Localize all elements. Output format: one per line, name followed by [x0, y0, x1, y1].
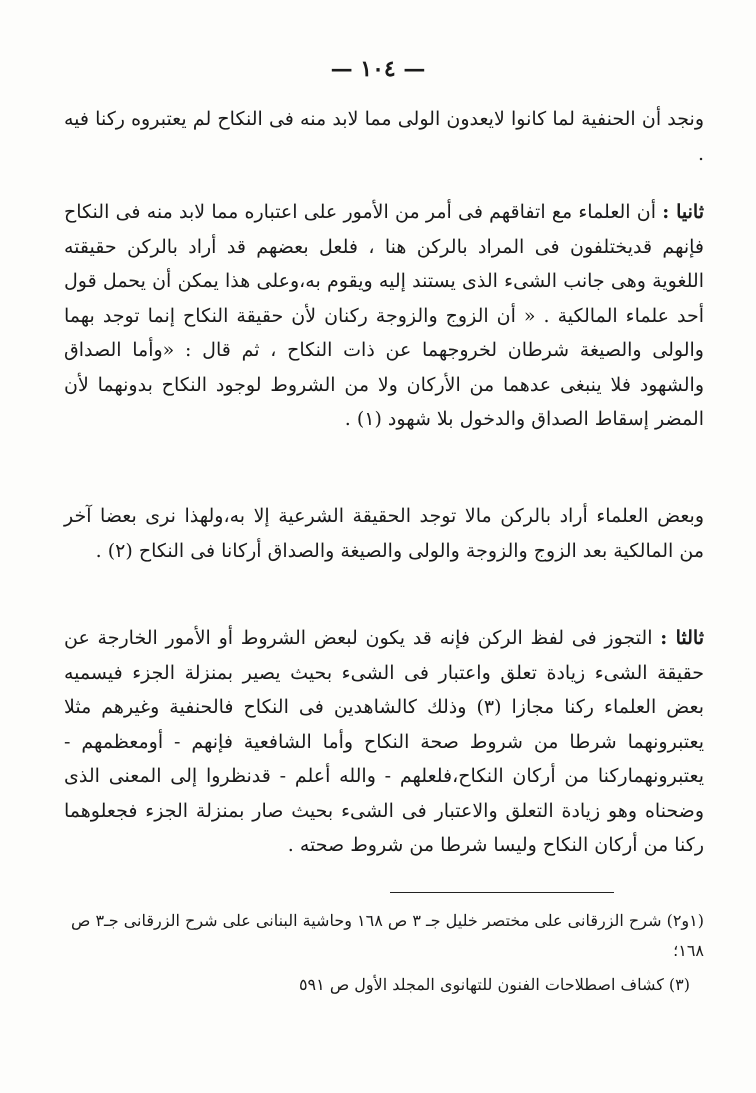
paragraph-1-text: ونجد أن الحنفية لما كانوا لايعدون الولى مما لابد منه فى النكاح لم يعتبروه ركنا فيه . — [64, 108, 704, 165]
paragraph-2-text: أن العلماء مع اتفاقهم فى أمر من الأمور على اعتباره مما لابد منه فى النكاح فإنهم قديختلفون فى المراد بالركن هنا ، فلعل بعضهم قد أراد بالركن حقيقته اللغوية وهى جانب الشىء الذى يستند إليه ويقوم به،وعلى هذا يمكن أن يحمل قول أحد علماء المالكية . « أن الزوج والزوجة ركنان لأن حقيقة النكاح إنما توجد بهما والولى والصيغة شرطان لخروجهما عن ذات النكاح ، ثم قال : «وأما الصداق والشهود فلا ينبغى عدهما من الأركان ولا من الشروط لوجود النكاح بدونهما لأن المضر إسقاط الصداق والدخول بلا شهود (١) . — [64, 201, 704, 430]
paragraph-3-text: وبعض العلماء أراد بالركن مالا توجد الحقيقة الشرعية إلا به،ولهذا نرى بعضا آخر من المالكية بعد الزوج والزوجة والولى والصيغة والصداق أركانا فى النكاح (٢) . — [64, 505, 704, 562]
paragraph-2-lead: ثانيا : — [662, 201, 704, 223]
footnote-separator — [390, 892, 614, 893]
paragraph-3 — [64, 499, 704, 568]
footnote-2: (٣) كشاف اصطلاحات الفنون للتهانوى المجلد الأول ص ٥٩١ — [298, 975, 690, 994]
paragraph-4-lead: ثالثا : — [660, 627, 704, 649]
footnote-1: (١و٢) شرح الزرقانى على مختصر خليل جـ ٣ ص ١٦٨ وحاشية البنانى على شرح الزرقانى جـ٣ ص ١٦٨؛ — [71, 911, 704, 960]
paragraph-4 — [64, 621, 704, 863]
page-number: — ١٠٤ — — [330, 56, 426, 82]
paragraph-2 — [64, 195, 704, 437]
paragraph-1 — [64, 102, 704, 171]
paragraph-4-text: التجوز فى لفظ الركن فإنه قد يكون لبعض الشروط أو الأمور الخارجة عن حقيقة الشىء زيادة تعلق واعتبار فى الشىء بحيث يصير بمنزلة الجزء فيسميه بعض العلماء ركنا مجازا (٣) وذلك كالشاهدين فى النكاح فالحنفية وغيرهم مثلا يعتبرونهما شرطا من شروط صحة النكاح وأما الشافعية فإنهم - أومعظمهم - يعتبرونهماركنا من أركان النكاح،فلعلهم - والله أعلم - قدنظروا إلى المعنى الذى وضحناه وهو زيادة التعلق والاعتبار فى الشىء بحيث صار بمنزلة الجزء فجعلوهما ركنا من أركان النكاح وليسا شرطا من شروط صحته . — [64, 627, 704, 856]
footnotes — [64, 906, 704, 1000]
